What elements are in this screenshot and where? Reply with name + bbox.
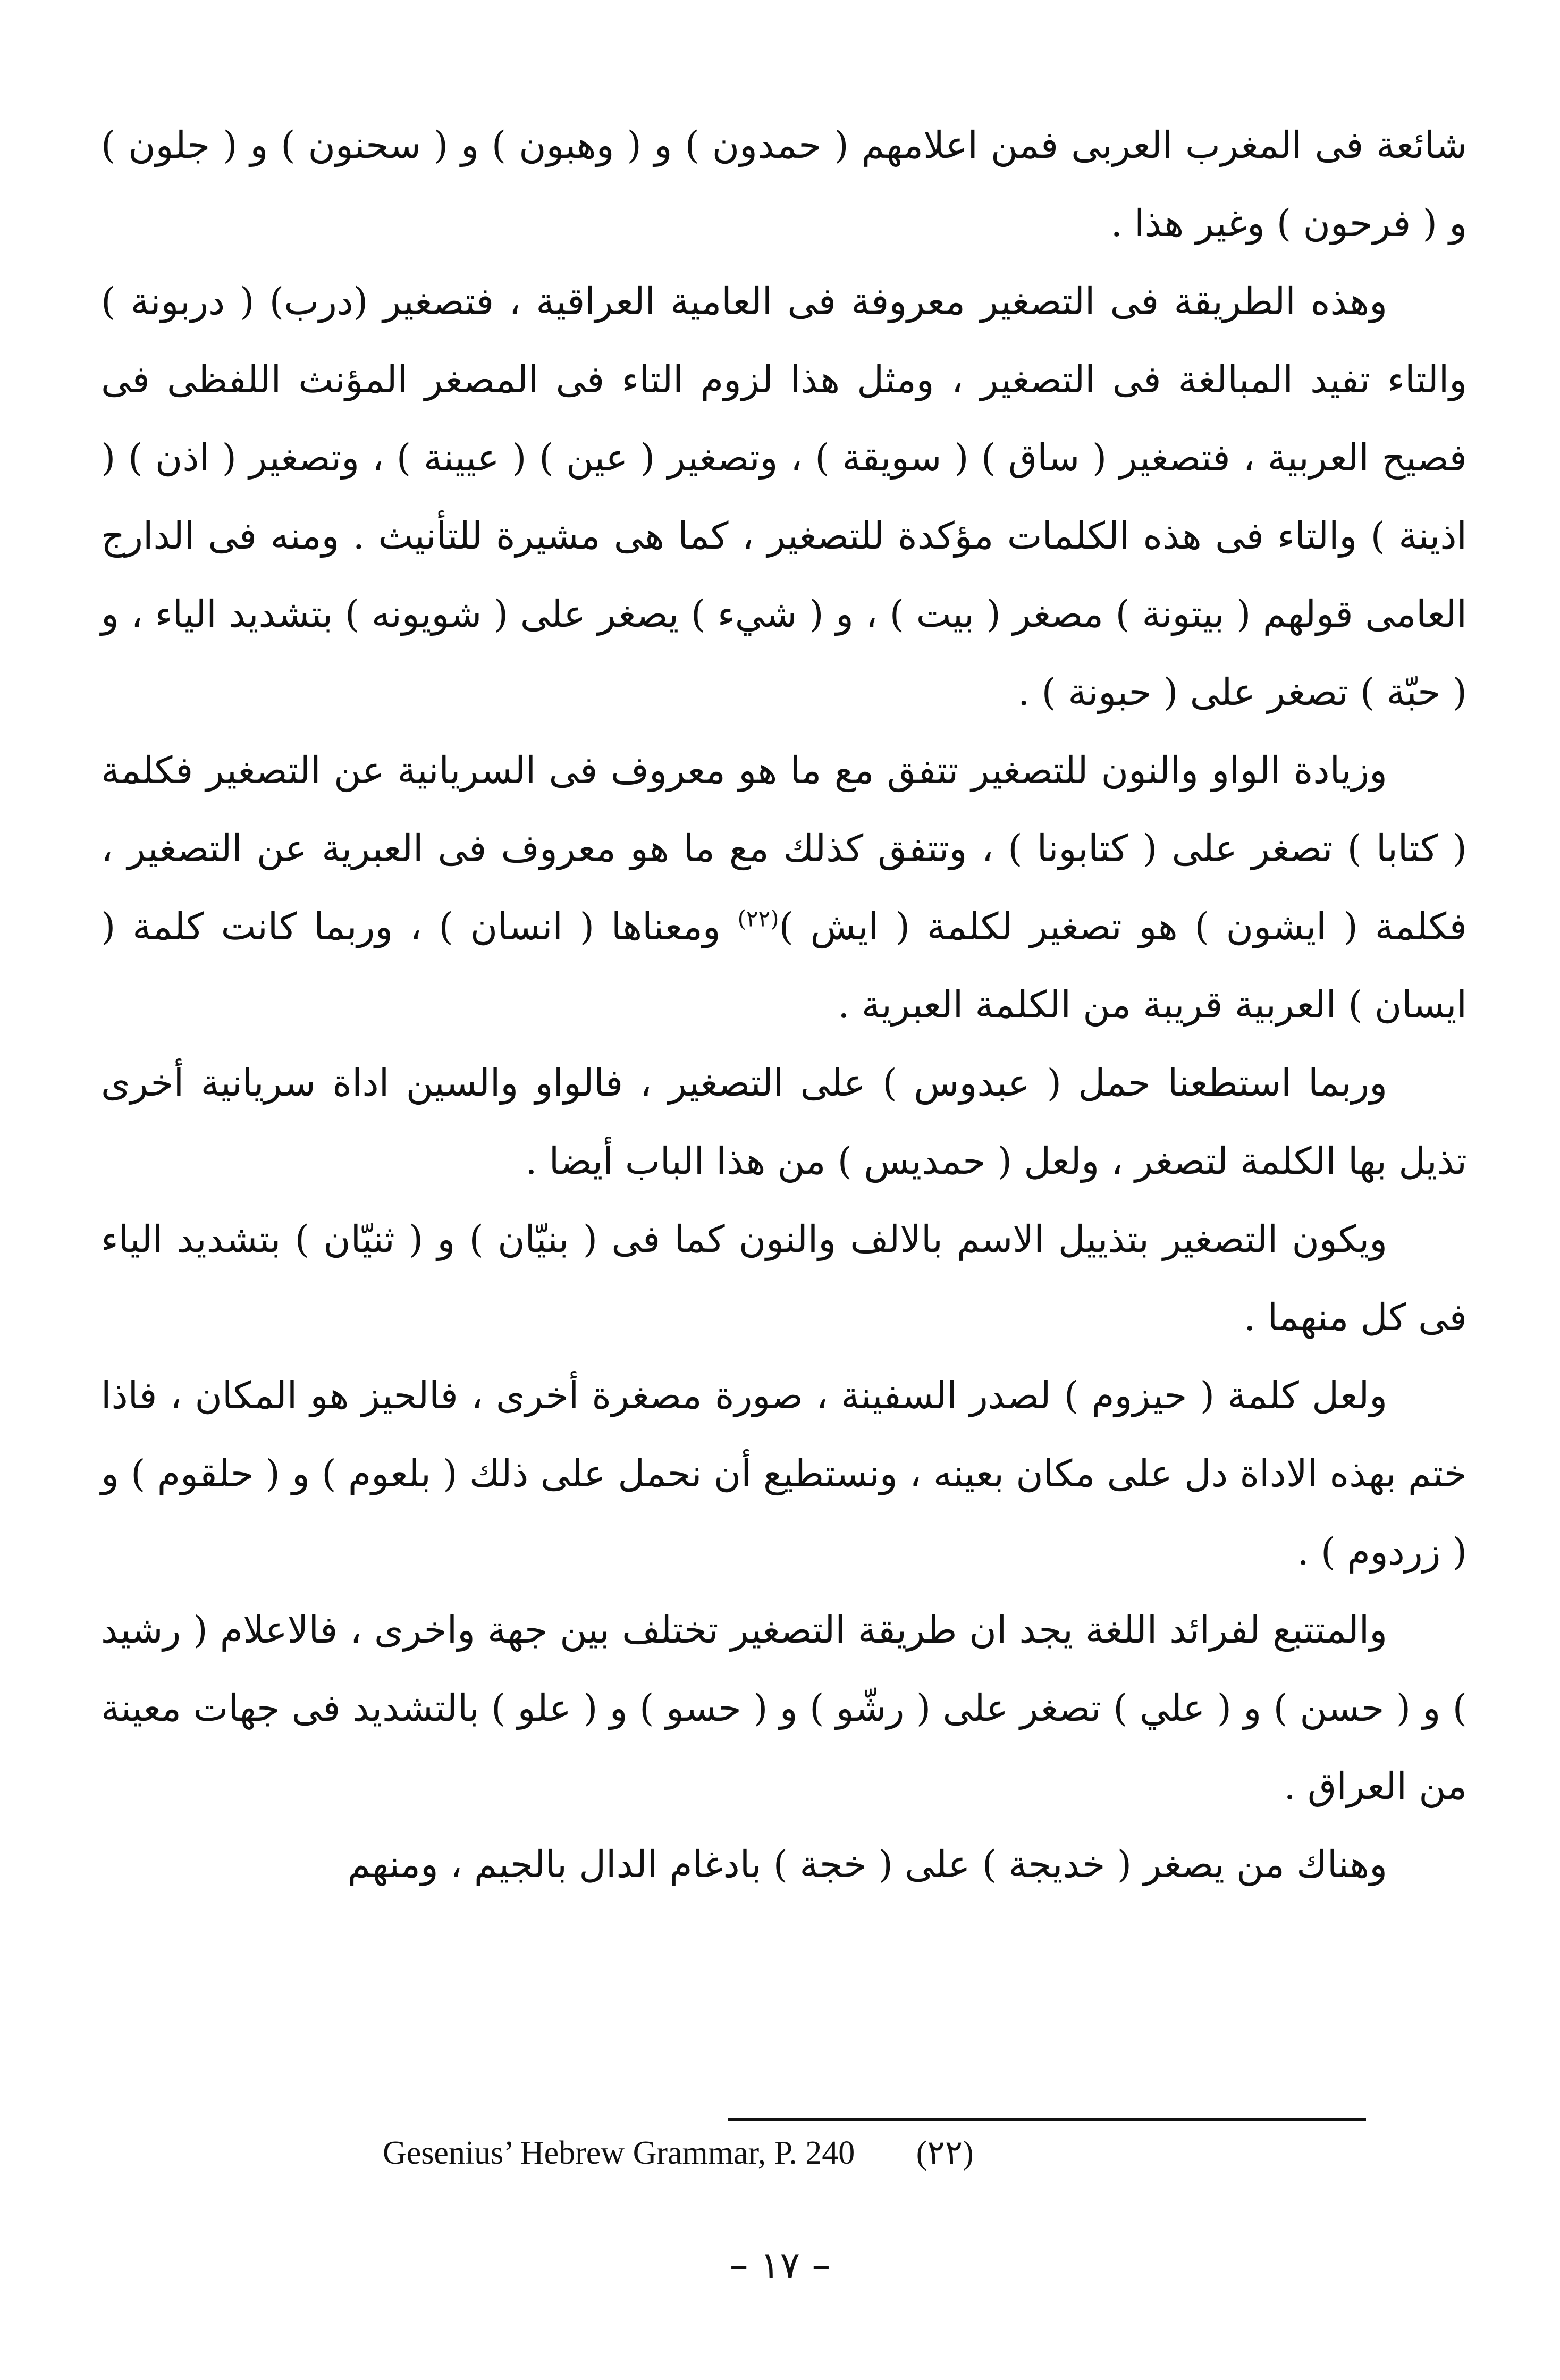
footnote-number: (٢٢) — [916, 2135, 974, 2171]
body-text — [101, 106, 1467, 1904]
paragraph-1: شائعة فى المغرب العربى فمن اعلامهم ( حمدون ) و ( وهبون ) و ( سحنون ) و ( جلون ) و ( فرحون ) وغير هذا . — [101, 123, 1467, 245]
footnote-divider — [728, 2118, 1366, 2121]
paragraph-7: والمتتبع لفرائد اللغة يجد ان طريقة التصغير تختلف بين جهة واخرى ، فالاعلام ( رشيد ) و ( حسن ) و ( علي ) تصغر على ( رشّو ) و ( حسو ) و ( علو ) بالتشديد فى جهات معينة من العراق . — [101, 1608, 1467, 1808]
page-number: – ١٧ – — [729, 2243, 831, 2287]
page-content — [101, 106, 1467, 2328]
paragraph-6: ولعل كلمة ( حيزوم ) لصدر السفينة ، صورة مصغرة أخرى ، فالحيز هو المكان ، فاذا ختم بهذه الاداة دل على مكان بعينه ، ونستطيع أن نحمل على ذلك ( بلعوم ) و ( حلقوم ) و ( زردوم ) . — [101, 1374, 1467, 1574]
paragraph-3-text-b: ومعناها ( انسان ) ، وربما كانت كلمة ( ايسان ) العربية قريبة من الكلمة العبرية . — [101, 905, 1467, 1027]
paragraph-5: ويكون التصغير بتذييل الاسم بالالف والنون كما فى ( بنيّان ) و ( ثنيّان ) بتشديد الياء فى كل منهما . — [101, 1217, 1467, 1339]
paragraph-2: وهذه الطريقة فى التصغير معروفة فى العامية العراقية ، فتصغير (درب) ( دربونة ) والتاء تفيد المبالغة فى التصغير ، ومثل هذا لزوم التاء فى المصغر المؤنث اللفظى فى فصيح العربية ، فتصغير ( ساق ) ( سويقة ) ، وتصغير ( عين ) ( عيينة ) ، وتصغير ( اذن ) ( اذينة ) والتاء فى هذه الكلمات مؤكدة للتصغير ، كما هى مشيرة للتأنيث . ومنه فى الدارج العامى قولهم ( بيتونة ) مصغر ( بيت ) ، و ( شيء ) يصغر على ( شويونه ) بتشديد الياء ، و ( حبّة ) تصغر على ( حبونة ) . — [101, 280, 1467, 714]
footnote-text: Gesenius’ Hebrew Grammar, P. 240 — [383, 2135, 855, 2171]
paragraph-3-text-a: وزيادة الواو والنون للتصغير تتفق مع ما هو معروف فى السريانية عن التصغير فكلمة ( كتابا ) تصغر على ( كتابونا ) ، وتتفق كذلك مع ما هو معروف فى العبرية عن التصغير ، فكلمة ( ايشون ) هو تصغير لكلمة ( ايش ) — [101, 749, 1467, 948]
paragraph-8: وهناك من يصغر ( خديجة ) على ( خجة ) بادغام الدال بالجيم ، ومنهم — [347, 1843, 1387, 1886]
paragraph-4: وربما استطعنا حمل ( عبدوس ) على التصغير ، فالواو والسين اداة سريانية أخرى تذيل بها الكلمة لتصغر ، ولعل ( حمديس ) من هذا الباب أيضا . — [101, 1061, 1467, 1183]
paragraph-3 — [101, 731, 1467, 1044]
footnote-marker[interactable]: (٢٢) — [737, 905, 779, 932]
footnote — [383, 2129, 1366, 2177]
